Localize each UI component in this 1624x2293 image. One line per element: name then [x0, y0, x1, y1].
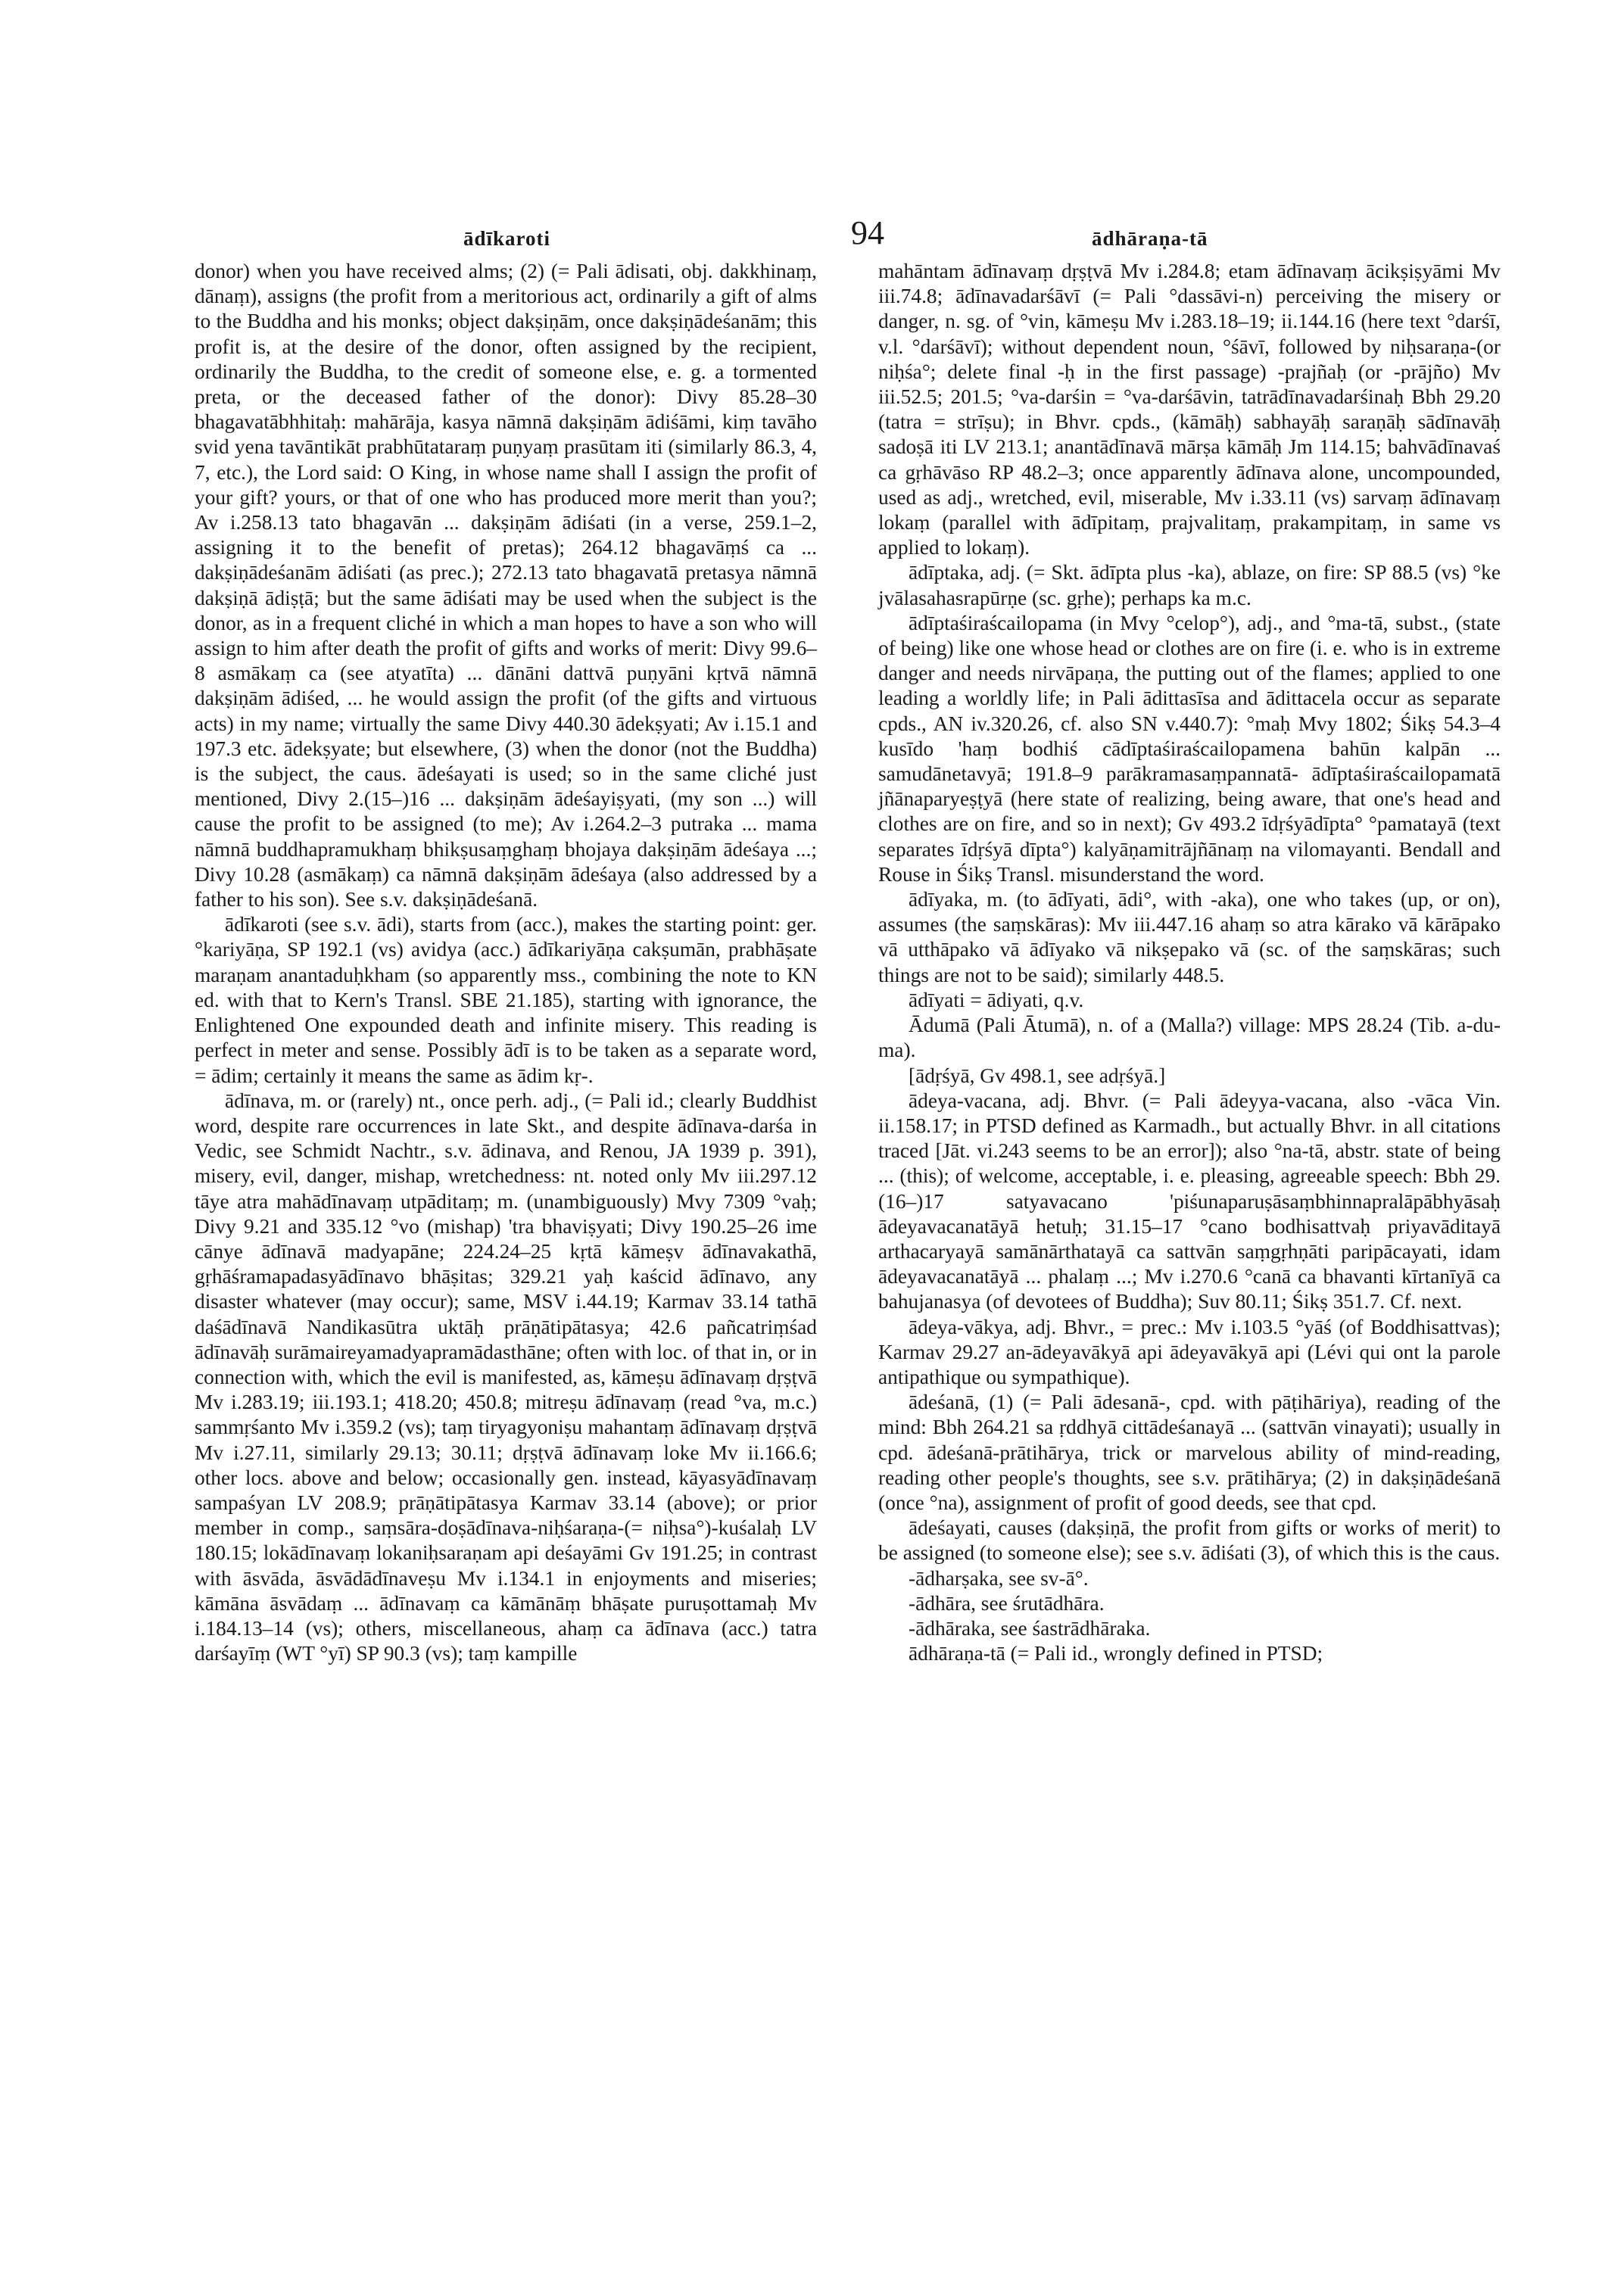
- entry-adiyati: ādīyati = ādiyati, q.v.: [909, 988, 1084, 1011]
- entry-adhara: -ādhāra, see śrutādhāra.: [909, 1591, 1105, 1615]
- page-number: 94: [851, 214, 884, 251]
- entry-continuation: mahāntam ādīnavaṃ dṛṣṭvā Mv i.284.8; etam ādīnavaṃ ācikṣiṣyāmi Mv iii.74.8; ādīnavadarśāvī (= Pali °dassāvi-n) perceiving the misery or danger, n. sg. of °vin, kāmeṣu Mv i.283.18–19; ii.144.16 (here text °darśī, v.l. °darśāvī); without dependent noun, °śāvī, followed by niḥsaraṇa-(or niḥśa°; delete final -ḥ in the first passage) -prajñaḥ (or -prājño) Mv iii.52.5; 201.5; °va-darśin = °va-darśāvin, tatrādīnavadarśinaḥ Bbh 29.20 (tatra = strīṣu); in Bhvr. cpds., (kāmāḥ) sabhayāḥ saraṇāḥ sādīnavāḥ sadoṣā iti LV 213.1; anantādīnavā mārṣa kāmāḥ Jm 114.15; bahvādīnavaś ca gṛhāvāso RP 48.2–3; once apparently ādīnava alone, uncompounded, used as adj., wretched, evil, miserable, Mv i.33.11 (vs) sarvaṃ ādīnavaṃ lokaṃ (parallel with ādīpitaṃ, prajvalitaṃ, prakampitaṃ, in same vs applied to lokaṃ).: [878, 260, 1501, 559]
- entry-adrsya: [ādṛśyā, Gv 498.1, see adṛśyā.]: [909, 1064, 1166, 1087]
- entry-adharana-ta: ādhāraṇa-tā (= Pali id., wrongly defined in PTSD;: [909, 1642, 1323, 1665]
- entry-continuation: donor) when you have received alms; (2) (= Pali ādisati, obj. dakkhinaṃ, dānaṃ), assigns (the profit from a meritorious act, ordinarily a gift of alms to the Buddha and his monks; object dakṣiṇām, once dakṣiṇādeśanām; this profit is, at the desire of the donor, often assigned by the recipient, ordinarily the Buddha, to the credit of someone else, e. g. a tormented preta, or the deceased father of the donor): Divy 85.28–30 bhagavatābhhitaḥ: mahārāja, kasya nāmnā dakṣiṇām ādiśāmi, kiṃ tavāho svid yena tavāntikāt prabhūtataraṃ puṇyaṃ prasūtam iti (similarly 86.3, 4, 7, etc.), the Lord said: O King, in whose name shall I assign the profit of your gift? yours, or that of one who has produced more merit than you?; Av i.258.13 tato bhagavān ... dakṣiṇām ādiśati (in a verse, 259.1–2, assigning it to the benefit of pretas); 264.12 bhagavāṃś ca ... dakṣiṇādeśanām ādiśati (as prec.); 272.13 tato bhagavatā pretasya nāmnā dakṣiṇā ādiṣṭā; but the same ādiśati may be used when the subject is the donor, as in a frequent cliché in which a man hopes to have a son who will assign to him after death the profit of gifts and works of merit: Divy 99.6–8 asmākaṃ ca (see atyatīta) ... dānāni dattvā puṇyāni kṛtvā nāmnā dakṣiṇām ādiśed, ... he would assign the profit (of the gifts and virtuous acts) in my name; virtually the same Divy 440.30 ādekṣyati; Av i.15.1 and 197.3 etc. ādekṣyate; but elsewhere, (3) when the donor (not the Buddha) is the subject, the caus. ādeśayati is used; so in the same cliché just mentioned, Divy 2.(15–)16 ... dakṣiṇām ādeśayiṣyati, (my son ...) will cause the profit to be assigned (to me); Av i.264.2–3 putraka ... mama nāmnā buddhapramukhaṃ bhikṣusaṃghaṃ bhojaya dakṣiṇām ādeśaya ...; Divy 10.28 (asmākaṃ) ca nāmnā dakṣiṇām ādeśaya (also addressed by a father to his son). See s.v. dakṣiṇādeśanā.: [195, 260, 817, 911]
- entry-adharaka: -ādhāraka, see śastrādhāraka.: [909, 1616, 1151, 1640]
- entry-adiptasiraścailopama: ādīptaśiraścailopama (in Mvy °celop°), adj., and °ma-tā, subst., (state of being) like one whose head or clothes are on fire (i. e. who is in extreme danger and needs nirvāpaṇa, the putting out of the flames; applied to one leading a worldly life; in Pali ādittasīsa and ādittacela occur as separate cpds., AN iv.320.26, cf. also SN v.440.7): °maḥ Mvy 1802; Śikṣ 54.3–4 kusīdo 'haṃ bodhiś cādīptaśiraścailopamena bahūn kalpān ... samudānetavyā; 191.8–9 parākramasaṃpannatā- ādīptaśiraścailopamatā jñānaparyeṣṭyā (here state of realizing, being aware, that one's head and clothes are on fire, and so in next); Gv 493.2 īdṛśyādīpta° °pamatayā (text separates īdṛśyā dīpta°) kalyāṇamitrājñānaṃ na vilomayanti. Bendall and Rouse in Śikṣ Transl. misunderstand the word.: [878, 611, 1501, 886]
- entry-adesayati: ādeśayati, causes (dakṣiṇā, the profit from gifts or works of merit) to be assigned (to someone else); see s.v. ādiśati (3), of which this is the caus.: [878, 1516, 1501, 1565]
- left-column: [195, 259, 817, 1666]
- entry-adeya-vakya: ādeya-vākya, adj. Bhvr., = prec.: Mv i.103.5 °yāś (of Boddhisattvas); Karmav 29.27 an-ādeyavākyā api ādeyavākyā api (Lévi qui ont la parole antipathique ou sympathique).: [878, 1315, 1501, 1388]
- right-guide-word: ādhāraṇa-tā: [1092, 227, 1208, 250]
- left-guide-word: ādīkaroti: [463, 227, 551, 250]
- right-column: [878, 259, 1501, 1666]
- entry-adinava: ādīnava, m. or (rarely) nt., once perh. adj., (= Pali id.; clearly Buddhist word, despite rare occurrences in late Skt., and despite ādīnava-darśa in Vedic, see Schmidt Nachtr., s.v. ādinava, and Renou, JA 1939 p. 391), misery, evil, danger, mishap, wretchedness: nt. noted only Mv iii.297.12 tāye atra mahādīnavaṃ utpāditaṃ; m. (unambiguously) Mvy 7309 °vaḥ; Divy 9.21 and 335.12 °vo (mishap) 'tra bhaviṣyati; Divy 190.25–26 ime cānye ādīnavā madyapāne; 224.24–25 kṛtā kāmeṣv ādīnavakathā, gṛhāśramapadasyādīnavo bhāṣitas; 329.21 yaḥ kaścid ādīnavo, any disaster whatever (may occur); same, MSV i.44.19; Karmav 33.14 tathā daśādīnavā Nandikasūtra uktāḥ prāṇātipātasya; 42.6 pañcatriṃśad ādīnavāḥ surāmaireyamadyapramādasthāne; often with loc. of that in, or in connection with, which the evil is manifested, as, kāmeṣu ādīnavaṃ dṛṣṭvā Mv i.283.19; iii.193.1; 418.20; 450.8; mitreṣu ādīnavaṃ (read °va, m.c.) sammṛśanto Mv i.359.2 (vs); taṃ tiryagyoniṣu mahantaṃ ādīnavaṃ dṛṣṭvā Mv i.27.11, similarly 29.13; 30.11; dṛṣṭvā ādīnavaṃ loke Mv ii.166.6; other locs. above and below; occasionally gen. instead, kāyasyādīnavaṃ sampaśyan LV 208.9; prāṇātipātasya Karmav 33.14 (above); or prior member in comp., saṃsāra-doṣādīnava-niḥśaraṇa-(= niḥsa°)-kuśalaḥ LV 180.15; lokādīnavaṃ lokaniḥsaraṇam api deśayāmi Gv 191.25; in contrast with āsvāda, āsvādādīnaveṣu Mv i.134.1 in enjoyments and miseries; kāmāna āsvādaṃ ... ādīnavaṃ ca kāmānāṃ bhāṣate puruṣottamaḥ Mv i.184.13–14 (vs); others, miscellaneous, ahaṃ ca ādīnava (acc.) tatra darśayīṃ (WT °yī) SP 90.3 (vs); taṃ kampille: [195, 1089, 817, 1665]
- entry-adharsaka: -ādharṣaka, see sv-ā°.: [909, 1566, 1089, 1590]
- entry-adesana: ādeśanā, (1) (= Pali ādesanā-, cpd. with pāṭihāriya), reading of the mind: Bbh 264.21 sa ṛddhyā cittādeśanayā ... (sattvān vinayati); usually in cpd. ādeśanā-prātihārya, trick or marvelous ability of mind-reading, reading other people's thoughts, see s.v. prātihārya; (2) in dakṣiṇādeśanā (once °na), assignment of profit of good deeds, see that cpd.: [878, 1391, 1501, 1514]
- entry-adiyaka: ādīyaka, m. (to ādīyati, ādi°, with -aka), one who takes (up, or on), assumes (the saṃskāras): Mv iii.447.16 ahaṃ so atra kārako vā kārāpako vā utthāpako vā ādīyako vā nikṣepako vā (sc. of the saṃskāras; such things are not to be said); similarly 448.5.: [878, 888, 1501, 986]
- entry-adeya-vacana: ādeya-vacana, adj. Bhvr. (= Pali ādeyya-vacana, also -vāca Vin. ii.158.17; in PTSD defined as Karmadh., but actually Bhvr. in all citations traced [Jāt. vi.243 seems to be an error]); also °na-tā, abstr. state of being ... (this); of welcome, acceptable, i. e. pleasing, agreeable speech: Bbh 29.(16–)17 satyavacano 'piśunaparuṣāsaṃbhinnapralāpābhyāsaḥ ādeyavacanatāyā hetuḥ; 31.15–17 °cano bodhisattvaḥ priyavāditayā arthacaryayā samānārthatayā ca sattvān saṃgṛhṇāti paripācayati, idam ādeyavacanatāyā ... phalaṃ ...; Mv i.270.6 °canā ca bhavanti kīrtanīyā ca bahujanasya (of devotees of Buddha); Suv 80.11; Śikṣ 351.7. Cf. next.: [878, 1089, 1501, 1313]
- entry-aduma: Ādumā (Pali Ātumā), n. of a (Malla?) village: MPS 28.24 (Tib. a-du-ma).: [878, 1014, 1501, 1062]
- entry-adiptaka: ādīptaka, adj. (= Skt. ādīpta plus -ka), ablaze, on fire: SP 88.5 (vs) °ke jvālasahasrapūrṇe (sc. gṛhe); perhaps ka m.c.: [878, 561, 1501, 609]
- entry-adikaroti: ādīkaroti (see s.v. ādi), starts from (acc.), makes the starting point: ger. °kariyāṇa, SP 192.1 (vs) avidya (acc.) ādīkariyāṇa cakṣumān, prabhāṣate maraṇam anantaduḥkham (so apparently mss., combining the note to KN ed. with that to Kern's Transl. SBE 21.185), starting with ignorance, the Enlightened One expounded death and infinite misery. This reading is perfect in meter and sense. Possibly ādī is to be taken as a separate word, = ādim; certainly it means the same as ādim kṛ-.: [195, 913, 817, 1087]
